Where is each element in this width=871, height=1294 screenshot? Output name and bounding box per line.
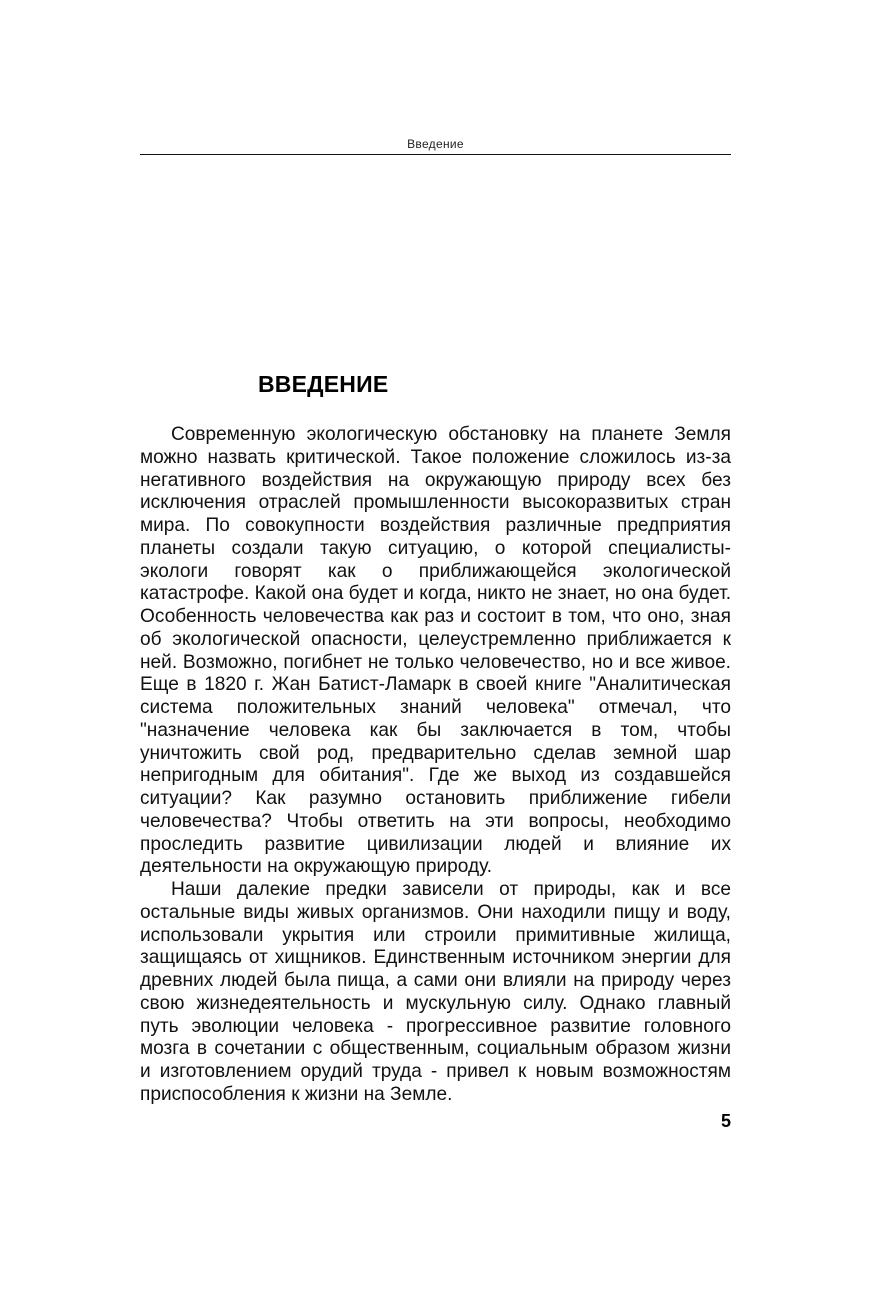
body-text: [140, 424, 731, 1107]
running-header: Введение: [407, 137, 464, 151]
paragraph-1: Современную экологическую обстановку на планете Земля можно назвать критической. Такое положение сложилось из-за негативного воздействия на окружающую природу всех без исключения отраслей промышленности высокоразвитых стран мира. По совокупности воздействия различные предприятия планеты создали такую ситуацию, о которой специалисты-экологи говорят как о приближающейся экологической катастрофе. Какой она будет и когда, никто не знает, но она будет. Особенность человечества как раз и состоит в том, что оно, зная об экологической опасности, целеустремленно приближается к ней. Возможно, погибнет не только человечество, но и все живое. Еще в 1820 г. Жан Батист-Ламарк в своей книге "Аналитическая система положительных знаний человека" отмечал, что "назначение человека как бы заключается в том, чтобы уничтожить свой род, предварительно сделав земной шар непригодным для обитания". Где же выход из создавшейся ситуации? Как разумно остановить приближение гибели человечества? Чтобы ответить на эти вопросы, необходимо проследить развитие цивилизации людей и влияние их деятельности на окружающую природу.: [140, 424, 731, 878]
chapter-title: ВВЕДЕНИЕ: [258, 371, 389, 397]
page-number: 5: [720, 1111, 731, 1131]
header-rule: [140, 154, 731, 155]
paragraph-2: Наши далекие предки зависели от природы, как и все остальные виды живых организмов. Они находили пищу и воду, использовали укрытия или строили примитивные жилища, защищаясь от хищников. Единственным источником энергии для древних людей была пища, а сами они влияли на природу через свою жизнедеятельность и мускульную силу. Однако главный путь эволюции человека - прогрессивное развитие головного мозга в сочетании с общественным, социальным образом жизни и изготовлением орудий труда - привел к новым возможностям приспособления к жизни на Земле.: [140, 879, 731, 1105]
